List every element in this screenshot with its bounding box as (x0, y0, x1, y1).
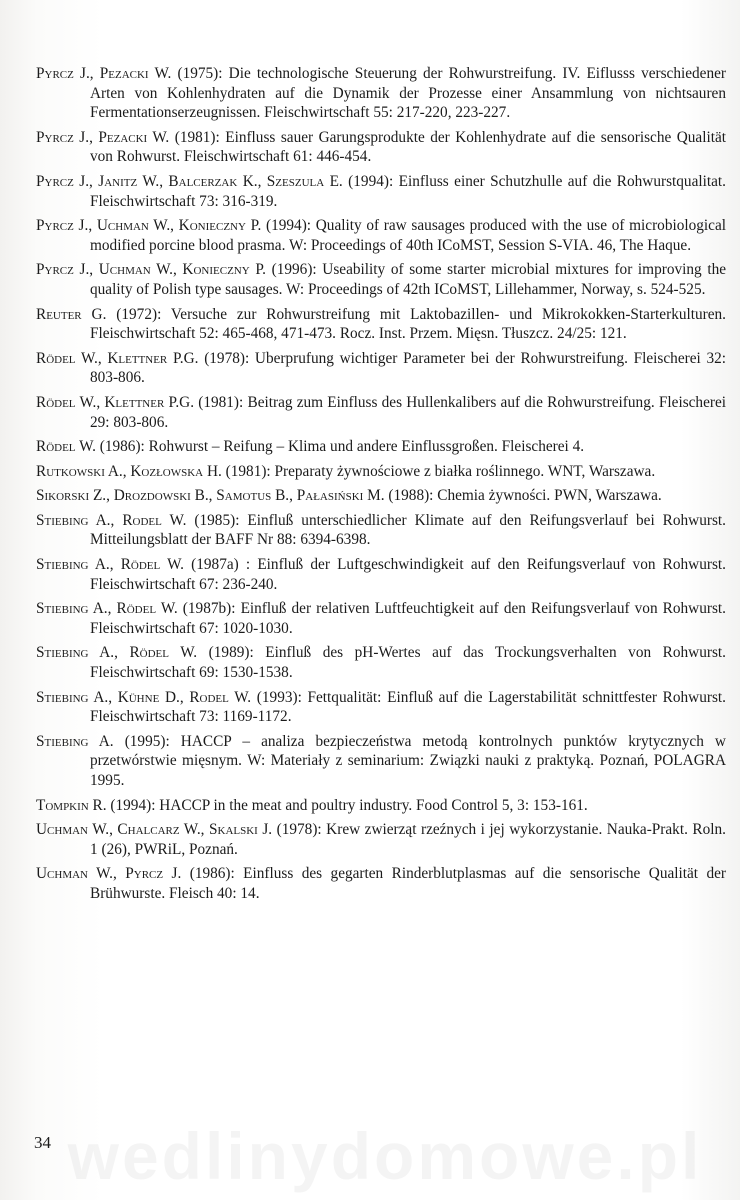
reference-text: (1986): Rohwurst – Reifung – Klima und andere Einflussgroßen. Fleischerei 4. (95, 438, 585, 456)
reference-text: (1981): Preparaty żywnościowe z białka roślinnego. WNT, Warszawa. (221, 462, 656, 480)
reference-entry (36, 172, 726, 211)
reference-text: (1994): Einfluss einer Schutzhulle auf die Rohwurstqualitat. Fleischwirtschaft 73: 316-319. (90, 172, 726, 210)
reference-authors: Rutkowski A., Kozłowska H. (36, 462, 222, 480)
reference-entry (36, 393, 726, 432)
reference-text: (1993): Fettqualität: Einfluß auf die Lagerstabilität schnittfester Rohwurst. Fleischwirtschaft 73: 1169-1172. (90, 688, 726, 726)
reference-text: (1987b): Einfluß der relativen Luftfeuchtigkeit auf den Reifungsverlauf von Rohwurst. Fleischwirtschaft 67: 1020-1030. (90, 600, 726, 637)
reference-entry (36, 216, 726, 255)
reference-entry (36, 128, 726, 167)
reference-entry (36, 462, 726, 482)
reference-authors: Stiebing A. (36, 732, 114, 750)
reference-text: (1989): Einfluß des pH-Wertes auf das Trockungsverhalten von Rohwurst. Fleischwirtschaft 69: 1530-1538. (90, 644, 726, 682)
reference-authors: Reuter G. (36, 305, 107, 323)
reference-authors: Pyrcz J., Uchman W., Konieczny P. (36, 217, 262, 235)
reference-entry (36, 260, 726, 299)
reference-entry (36, 486, 726, 506)
reference-authors: Stiebing A., Rödel W. (36, 556, 184, 574)
watermark-text (40, 1118, 730, 1194)
reference-list (36, 64, 726, 909)
reference-authors: Pyrcz J., Janitz W., Balcerzak K., Szeszula E. (36, 172, 343, 190)
reference-authors: Stiebing A., Rödel W. (36, 644, 198, 662)
reference-entry (36, 864, 726, 903)
reference-text: (1978): Uberprufung wichtiger Parameter bei der Rohwurstreifung. Fleischerei 32: 803-806. (90, 349, 726, 387)
reference-entry (36, 732, 726, 791)
reference-text: (1996): Useability of some starter microbial mixtures for improving the quality of Polish type sausages. W: Proceedings of 42th ICoMST, Lillehammer, Norway, s. 524-525. (90, 261, 727, 298)
reference-entry (36, 599, 726, 638)
reference-authors: Uchman W., Chalcarz W., Skalski J. (36, 821, 273, 839)
reference-entry (36, 820, 726, 859)
reference-authors: Pyrcz J., Uchman W., Konieczny P. (36, 261, 266, 279)
reference-authors: Rödel W., Klettner P.G. (36, 349, 199, 367)
reference-entry (36, 437, 726, 457)
reference-text: (1987a) : Einfluß der Luftgeschwindigkeit auf den Reifungsverlauf von Rohwurst. Fleischwirtschaft 67: 236-240. (90, 556, 726, 593)
reference-text: (1978): Krew zwierząt rzeźnych i jej wykorzystanie. Nauka-Prakt. Roln. 1 (26), PWRiL, Poznań. (90, 821, 726, 858)
reference-text: (1994): Quality of raw sausages produced with the use of microbiological modified porcine blood prasma. W: Proceedings of 40th ICoMST, Session S-VIA. 46, The Haque. (90, 217, 726, 254)
reference-entry (36, 796, 726, 816)
reference-authors: Uchman W., Pyrcz J. (36, 865, 182, 883)
reference-entry (36, 511, 726, 550)
reference-authors: Stiebing A., Rödel W. (36, 600, 178, 618)
reference-authors: Pyrcz J., Pezacki W. (36, 65, 172, 82)
reference-entry (36, 688, 726, 727)
reference-text: (1995): HACCP – analiza bezpieczeństwa metodą kontrolnych punktów krytycznych w przetwórstwie mięsnym. W: Materiały z seminarium: Związki nauki z praktyką. Poznań, POLAGRA 1995. (90, 732, 726, 789)
reference-authors: Pyrcz J., Pezacki W. (36, 128, 170, 146)
reference-authors: Stiebing A., Kühne D., Rodel W. (36, 688, 252, 706)
reference-text: (1981): Beitrag zum Einfluss des Hullenkalibers auf die Rohwurstreifung. Fleischerei 29: 803-806. (90, 393, 727, 431)
reference-authors: Stiebing A., Rodel W. (36, 511, 187, 529)
reference-entry (36, 555, 726, 594)
reference-text: (1981): Einfluss sauer Garungsprodukte der Kohlenhydrate auf die sensorische Qualität von Rohwurst. Fleischwirtschaft 61: 446-454. (90, 128, 726, 166)
reference-authors: Rödel W., Klettner P.G. (36, 393, 195, 411)
page-number: 34 (34, 1133, 51, 1152)
reference-authors: Rödel W. (36, 438, 96, 456)
reference-entry (36, 305, 726, 344)
reference-entry (36, 349, 726, 388)
reference-text: (1994): HACCP in the meat and poultry industry. Food Control 5, 3: 153-161. (106, 796, 588, 814)
reference-text: (1985): Einfluß unterschiedlicher Klimate auf den Reifungsverlauf bei Rohwurst. Mitteilungsblatt der BAFF Nr 88: 6394-6398. (90, 511, 726, 549)
reference-authors: Tompkin R. (36, 796, 107, 814)
reference-authors: Sikorski Z., Drozdowski B., Samotus B., Pałasiński M. (36, 487, 385, 505)
reference-entry (36, 64, 726, 123)
reference-text: (1988): Chemia żywności. PWN, Warszawa. (384, 487, 662, 505)
reference-text: (1975): Die technologische Steuerung der Rohwurstreifung. IV. Eiflusss verschiedener Arten von Kohlenhydraten auf die Dynamik der Prozesse einer Ansammlung von nichtsauren Fermentationserzeugnissen. Fleischwirtschaft 55: 217-220, 223-227. (90, 65, 726, 122)
reference-text: (1972): Versuche zur Rohwurstreifung mit Laktobazillen- und Mikrokokken-Starterkulturen. Fleischwirtschaft 52: 465-468, 471-473. Rocz. Inst. Przem. Mięsn. Tłuszcz. 24/25: 121. (90, 305, 726, 343)
reference-text: (1986): Einfluss des gegarten Rinderblutplasmas auf die sensorische Qualität der Brühwurste. Fleisch 40: 14. (90, 865, 726, 902)
reference-entry (36, 643, 726, 682)
